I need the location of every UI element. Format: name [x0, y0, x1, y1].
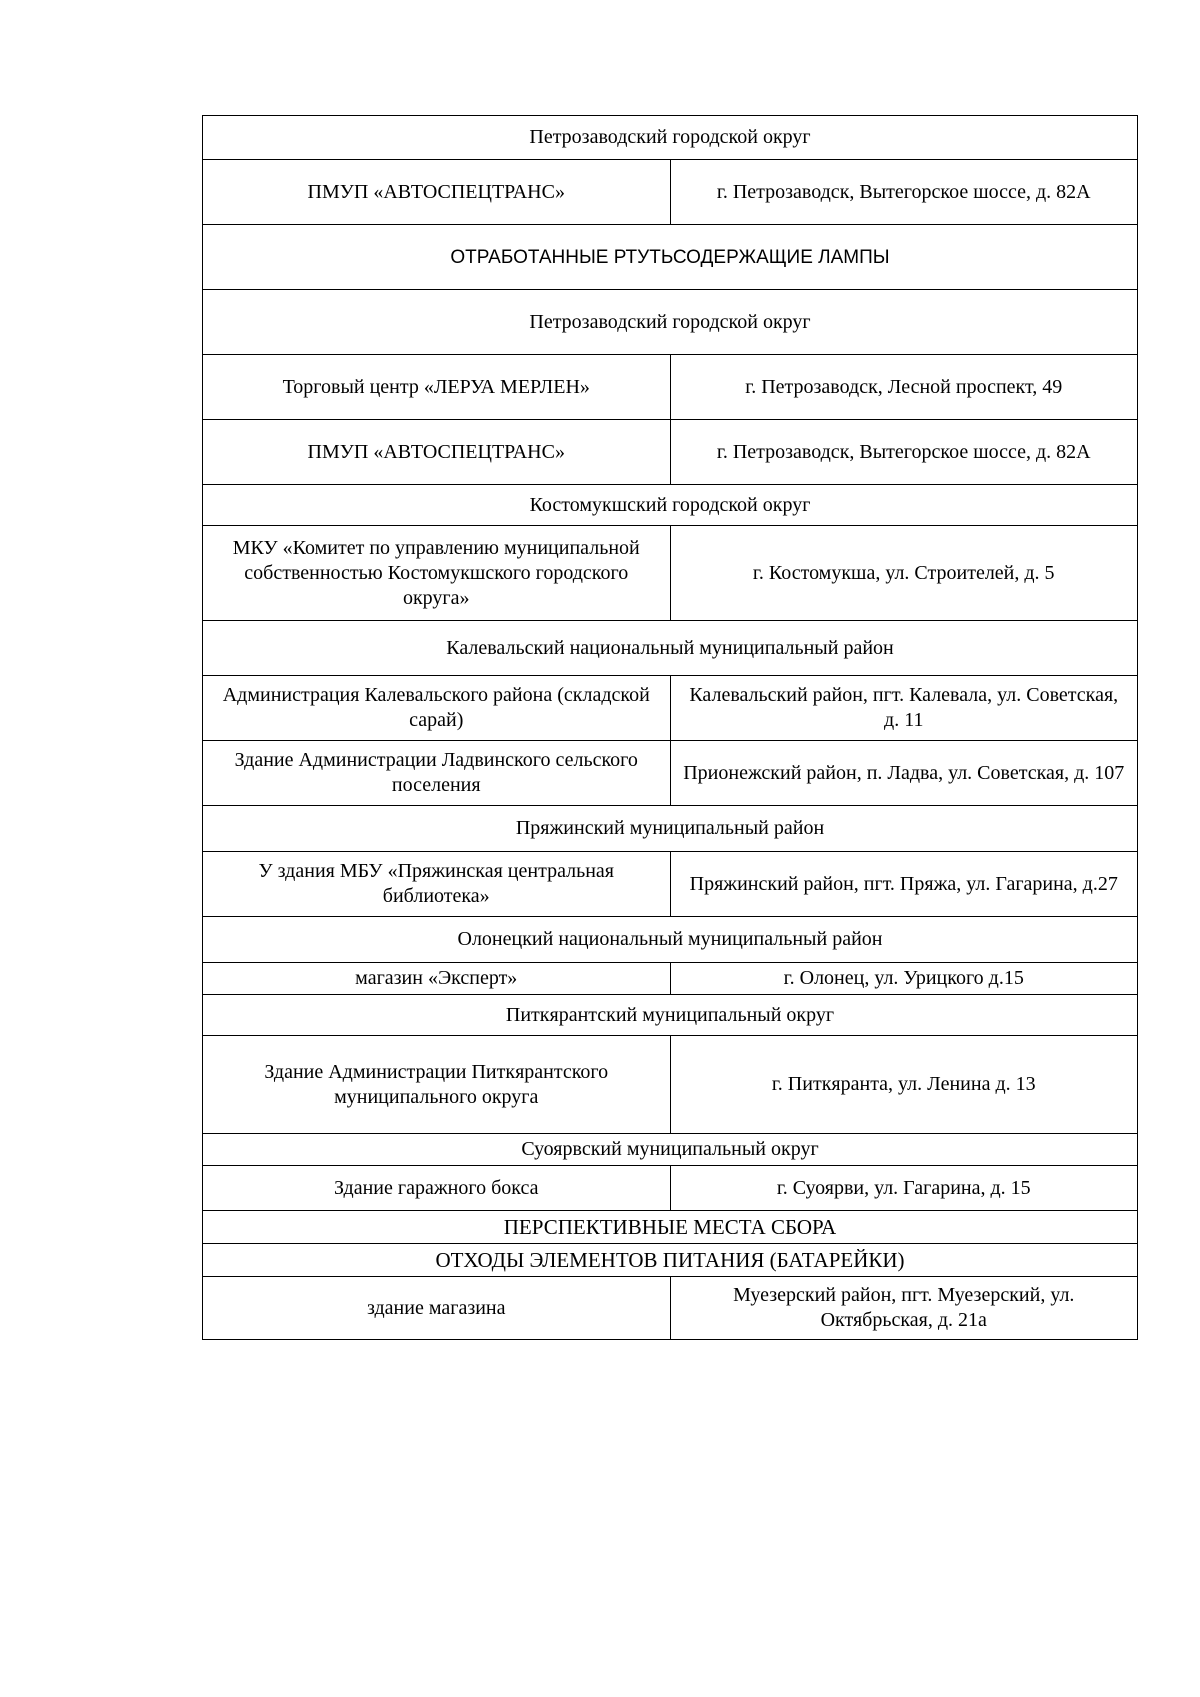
organization-cell: здание магазина	[203, 1277, 671, 1340]
organization-cell: ПМУП «АВТОСПЕЦТРАНС»	[203, 420, 671, 485]
organization-cell: У здания МБУ «Пряжинская центральная библиотека»	[203, 852, 671, 917]
address-cell: г. Петрозаводск, Лесной проспект, 49	[670, 355, 1138, 420]
table-row	[203, 1166, 1138, 1211]
section-heading-row	[203, 621, 1138, 676]
organization-cell: МКУ «Комитет по управлению муниципальной собственностью Костомукшского городского округа»	[203, 526, 671, 621]
section-heading: Калевальский национальный муниципальный район	[203, 621, 1138, 676]
collection-points-table	[202, 115, 1138, 1340]
table-row	[203, 852, 1138, 917]
table-row	[203, 160, 1138, 225]
address-cell: г. Петрозаводск, Вытегорское шоссе, д. 82А	[670, 420, 1138, 485]
address-cell: Калевальский район, пгт. Калевала, ул. Советская, д. 11	[670, 676, 1138, 741]
section-heading: ОТРАБОТАННЫЕ РТУТЬСОДЕРЖАЩИЕ ЛАМПЫ	[203, 225, 1138, 290]
address-cell: г. Суоярви, ул. Гагарина, д. 15	[670, 1166, 1138, 1211]
table-row	[203, 676, 1138, 741]
table-row	[203, 1036, 1138, 1134]
organization-cell: магазин «Эксперт»	[203, 963, 671, 995]
organization-cell: Торговый центр «ЛЕРУА МЕРЛЕН»	[203, 355, 671, 420]
table-row	[203, 963, 1138, 995]
organization-cell: ПМУП «АВТОСПЕЦТРАНС»	[203, 160, 671, 225]
section-heading-row	[203, 1134, 1138, 1166]
address-cell: г. Питкяранта, ул. Ленина д. 13	[670, 1036, 1138, 1134]
table-row	[203, 1277, 1138, 1340]
section-heading: Петрозаводский городской округ	[203, 116, 1138, 160]
organization-cell: Здание Администрации Ладвинского сельского поселения	[203, 741, 671, 806]
section-heading: ОТХОДЫ ЭЛЕМЕНТОВ ПИТАНИЯ (БАТАРЕЙКИ)	[203, 1244, 1138, 1277]
table-body	[203, 116, 1138, 1340]
section-heading-row	[203, 116, 1138, 160]
table-row	[203, 420, 1138, 485]
address-cell: г. Костомукша, ул. Строителей, д. 5	[670, 526, 1138, 621]
section-heading: Олонецкий национальный муниципальный район	[203, 917, 1138, 963]
organization-cell: Администрация Калевальского района (складской сарай)	[203, 676, 671, 741]
section-heading: ПЕРСПЕКТИВНЫЕ МЕСТА СБОРА	[203, 1211, 1138, 1244]
section-heading-row	[203, 1244, 1138, 1277]
table-row	[203, 741, 1138, 806]
section-heading: Пряжинский муниципальный район	[203, 806, 1138, 852]
address-cell: г. Петрозаводск, Вытегорское шоссе, д. 82А	[670, 160, 1138, 225]
section-heading: Суоярвский муниципальный округ	[203, 1134, 1138, 1166]
section-heading: Питкярантский муниципальный округ	[203, 995, 1138, 1036]
section-heading-row	[203, 290, 1138, 355]
organization-cell: Здание Администрации Питкярантского муниципального округа	[203, 1036, 671, 1134]
organization-cell: Здание гаражного бокса	[203, 1166, 671, 1211]
table-row	[203, 355, 1138, 420]
section-heading-row	[203, 995, 1138, 1036]
address-cell: Пряжинский район, пгт. Пряжа, ул. Гагарина, д.27	[670, 852, 1138, 917]
section-heading-row	[203, 806, 1138, 852]
address-cell: г. Олонец, ул. Урицкого д.15	[670, 963, 1138, 995]
section-heading-row	[203, 225, 1138, 290]
section-heading: Костомукшский городской округ	[203, 485, 1138, 526]
section-heading-row	[203, 1211, 1138, 1244]
section-heading: Петрозаводский городской округ	[203, 290, 1138, 355]
address-cell: Муезерский район, пгт. Муезерский, ул. Октябрьская, д. 21а	[670, 1277, 1138, 1340]
table-row	[203, 526, 1138, 621]
address-cell: Прионежский район, п. Ладва, ул. Советская, д. 107	[670, 741, 1138, 806]
section-heading-row	[203, 917, 1138, 963]
section-heading-row	[203, 485, 1138, 526]
